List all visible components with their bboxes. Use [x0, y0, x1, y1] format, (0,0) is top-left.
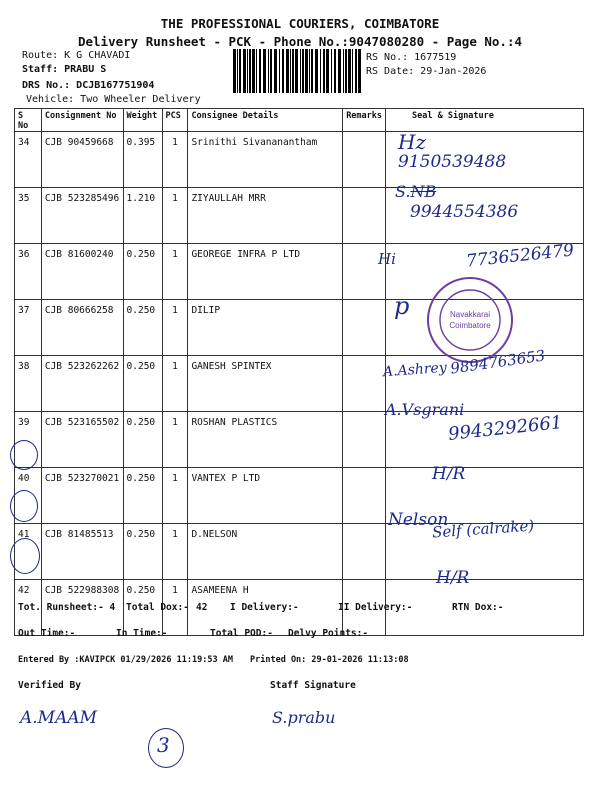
cell-pcs: 1 — [162, 132, 188, 188]
barcode-bar — [239, 49, 241, 93]
seal-line1: Navakkarai — [449, 310, 491, 319]
cell-weight: 0.250 — [123, 524, 162, 580]
barcode — [232, 49, 362, 93]
barcode-bar — [268, 49, 269, 93]
cell-sno: 38 — [15, 356, 42, 412]
cell-remarks — [343, 132, 386, 188]
barcode-bar — [338, 49, 341, 93]
cell-remarks — [343, 356, 386, 412]
total-runsheet: Tot. Runsheet:- 4 — [18, 602, 116, 613]
cell-consignee: GEOREGE INFRA P LTD — [188, 244, 343, 300]
barcode-bar — [286, 49, 289, 93]
cell-remarks — [343, 300, 386, 356]
cell-consignment: CJB 523165502 — [41, 412, 123, 468]
col-consignee: Consignee Details — [188, 109, 343, 132]
barcode-bar — [279, 49, 280, 93]
staff-signature-label: Staff Signature — [270, 680, 356, 691]
col-signature: Seal & Signature — [386, 109, 584, 132]
delvy-points-label: Delvy Points:- — [288, 628, 369, 639]
col-sno: S No — [15, 109, 42, 132]
seal-line2: Coimbatore — [449, 321, 491, 330]
cell-consignee: ROSHAN PLASTICS — [188, 412, 343, 468]
barcode-bar — [348, 49, 351, 93]
barcode-bar — [358, 49, 361, 93]
cell-pcs: 1 — [162, 188, 188, 244]
barcode-bar — [352, 49, 353, 93]
cell-consignment: CJB 522988308 — [41, 580, 123, 636]
barcode-bar — [315, 49, 318, 93]
barcode-bar — [302, 49, 304, 93]
barcode-bar — [252, 49, 255, 93]
barcode-bar — [233, 49, 236, 93]
cell-consignment: CJB 81600240 — [41, 244, 123, 300]
barcode-bar — [256, 49, 257, 93]
cell-sno: 35 — [15, 188, 42, 244]
handwritten-initials: Hz — [398, 130, 426, 154]
barcode-bar — [295, 49, 298, 93]
barcode-bar — [300, 49, 301, 93]
cell-pcs: 1 — [162, 468, 188, 524]
rs-date: RS Date: 29-Jan-2026 — [366, 66, 487, 77]
page-count-number: 3 — [157, 733, 170, 757]
barcode-bar — [355, 49, 357, 93]
cell-consignment: CJB 80666258 — [41, 300, 123, 356]
barcode-bar — [334, 49, 336, 93]
cell-remarks — [343, 524, 386, 580]
cell-sno: 36 — [15, 244, 42, 300]
cell-pcs: 1 — [162, 300, 188, 356]
i-delivery-label: I Delivery:- — [230, 602, 299, 613]
cell-weight: 0.250 — [123, 300, 162, 356]
printed-on: Printed On: 29-01-2026 11:13:08 — [250, 655, 409, 665]
handwritten-phone: 9150539488 — [398, 152, 507, 172]
cell-sno: 37 — [15, 300, 42, 356]
cell-sno: 39 — [15, 412, 42, 468]
handwritten-phone: 9943292661 — [447, 412, 564, 445]
cell-consignment: CJB 523270021 — [41, 468, 123, 524]
barcode-bar — [345, 49, 347, 93]
col-remarks: Remarks — [343, 109, 386, 132]
barcode-bar — [305, 49, 308, 93]
barcode-bar — [343, 49, 344, 93]
barcode-bar — [282, 49, 284, 93]
cell-sno: 41 — [15, 524, 42, 580]
route-label: Route: K G CHAVADI — [22, 50, 131, 61]
barcode-bar — [263, 49, 266, 93]
table-row — [15, 468, 584, 524]
barcode-bar — [309, 49, 310, 93]
handwritten-initials: A.Ashrey — [382, 359, 448, 381]
col-consignment: Consignment No — [41, 109, 123, 132]
table-header-row — [15, 109, 584, 132]
pen-circle — [10, 490, 38, 522]
barcode-bar — [249, 49, 251, 93]
cell-weight: 0.395 — [123, 132, 162, 188]
cell-remarks — [343, 412, 386, 468]
barcode-bar — [259, 49, 261, 93]
cell-pcs: 1 — [162, 244, 188, 300]
in-time-label: In Time:- — [116, 628, 168, 639]
cell-remarks — [343, 188, 386, 244]
verified-by-label: Verified By — [18, 680, 81, 691]
handwritten-initials: p — [394, 292, 410, 320]
cell-consignee: Srinithi Sivananantham — [188, 132, 343, 188]
cell-consignment: CJB 81485513 — [41, 524, 123, 580]
cell-consignment: CJB 90459668 — [41, 132, 123, 188]
barcode-bar — [311, 49, 313, 93]
barcode-bar — [247, 49, 248, 93]
total-dox-label: Total Dox:- — [126, 602, 189, 613]
pen-circle — [10, 440, 38, 470]
entered-by: Entered By :KAVIPCK 01/29/2026 11:19:53 AM — [18, 655, 233, 665]
barcode-bar — [326, 49, 329, 93]
handwritten-note: Self (calrake) — [431, 516, 535, 542]
col-weight: Weight — [123, 109, 162, 132]
cell-sno: 42 — [15, 580, 42, 636]
cell-weight: 0.250 — [123, 244, 162, 300]
barcode-bar — [237, 49, 238, 93]
cell-consignment: CJB 523285496 — [41, 188, 123, 244]
rs-number: RS No.: 1677519 — [366, 52, 457, 63]
out-time-label: Out Time:- — [18, 628, 76, 639]
ii-delivery-label: II Delivery:- — [338, 602, 413, 613]
staff-label: Staff: PRABU S — [22, 64, 107, 75]
cell-pcs: 1 — [162, 580, 188, 636]
verified-signature: A.MAAM — [20, 708, 98, 728]
cell-weight: 1.210 — [123, 188, 162, 244]
company-title: THE PROFESSIONAL COURIERS, COIMBATORE — [160, 16, 440, 31]
cell-weight: 0.250 — [123, 356, 162, 412]
handwritten-note: H/R — [432, 464, 466, 484]
barcode-bar — [243, 49, 246, 93]
rtn-dox-label: RTN Dox:- — [452, 602, 504, 613]
cell-consignee: ZIYAULLAH MRR — [188, 188, 343, 244]
cell-pcs: 1 — [162, 356, 188, 412]
cell-consignee: VANTEX P LTD — [188, 468, 343, 524]
handwritten-name: A.Vsgrani — [385, 400, 465, 419]
col-pcs: PCS — [162, 109, 188, 132]
pen-circle — [10, 538, 40, 574]
cell-consignee: D.NELSON — [188, 524, 343, 580]
cell-pcs: 1 — [162, 524, 188, 580]
cell-remarks — [343, 468, 386, 524]
cell-weight: 0.250 — [123, 580, 162, 636]
cell-pcs: 1 — [162, 412, 188, 468]
cell-sno: 34 — [15, 132, 42, 188]
barcode-bar — [274, 49, 277, 93]
vehicle-label: Vehicle: Two Wheeler Delivery — [26, 94, 201, 105]
runsheet-subtitle: Delivery Runsheet - PCK - Phone No.:9047080280 - Page No.:4 — [77, 34, 522, 49]
cell-sno: 40 — [15, 468, 42, 524]
barcode-bar — [270, 49, 272, 93]
barcode-bar — [323, 49, 325, 93]
barcode-bar — [320, 49, 321, 93]
handwritten-initials: Hi — [378, 250, 396, 268]
cell-weight: 0.250 — [123, 468, 162, 524]
cell-consignee: DILIP — [188, 300, 343, 356]
handwritten-phone: 7736526479 — [465, 240, 575, 272]
handwritten-name: Nelson — [388, 510, 449, 530]
runsheet-table — [14, 108, 584, 636]
barcode-bar — [290, 49, 291, 93]
total-pod-label: Total POD:- — [210, 628, 273, 639]
drs-number: DRS No.: DCJB167751904 — [22, 80, 155, 91]
handwritten-phone: 9944554386 — [410, 202, 519, 222]
handwritten-phone: 9894763653 — [449, 346, 547, 378]
cell-weight: 0.250 — [123, 412, 162, 468]
staff-signature: S.prabu — [272, 708, 336, 727]
cell-consignee: GANESH SPINTEX — [188, 356, 343, 412]
handwritten-note: H/R — [436, 568, 470, 588]
handwritten-initials: S.NB — [395, 182, 437, 201]
barcode-bar — [331, 49, 332, 93]
barcode-bar — [292, 49, 294, 93]
cell-consignee: ASAMEENA H — [188, 580, 343, 636]
cell-consignment: CJB 523262262 — [41, 356, 123, 412]
total-dox-value: 42 — [196, 602, 208, 613]
